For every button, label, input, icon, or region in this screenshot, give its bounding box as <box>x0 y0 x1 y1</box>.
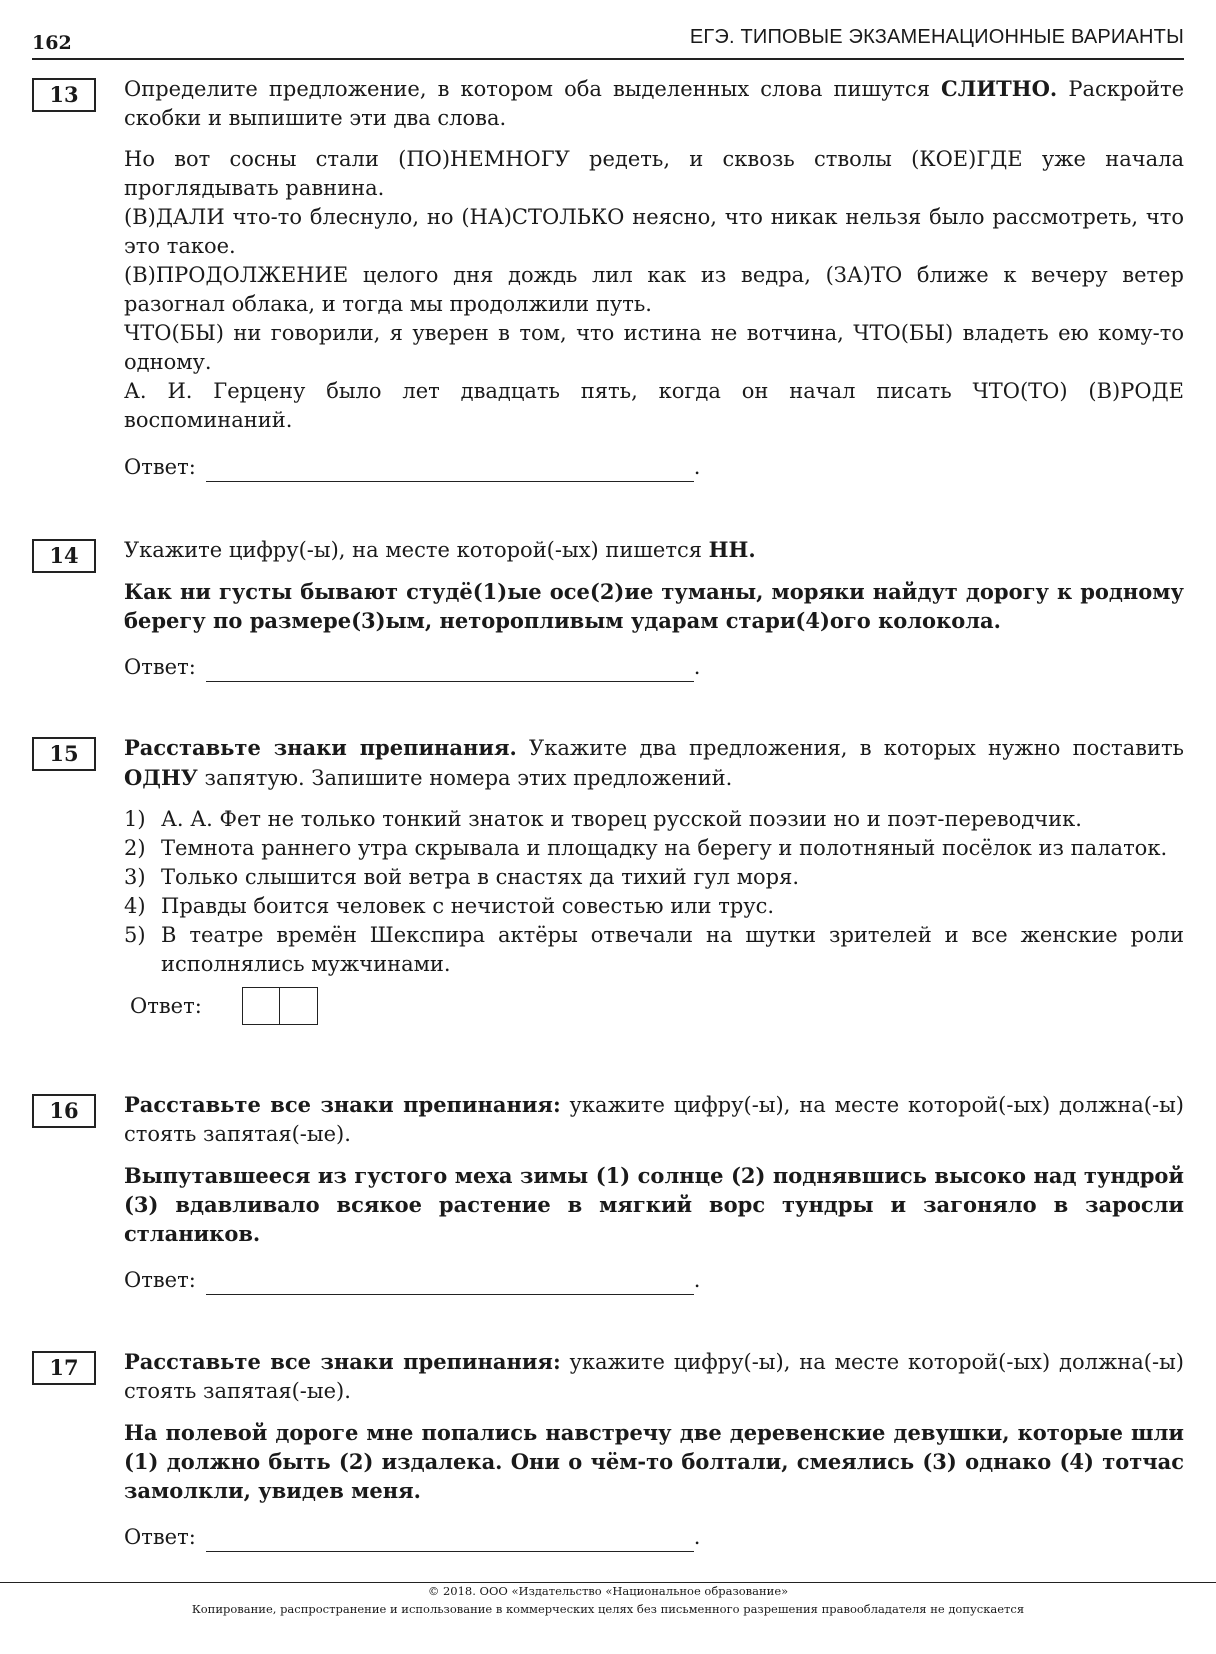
task-instruction: Расставьте все знаки препинания: укажите цифру(-ы), на месте которой(-ых) должна(-ы) стоять запятая(-ые). <box>124 1349 1184 1403</box>
task-17 <box>32 1347 1184 1552</box>
answer-line[interactable] <box>206 1272 694 1295</box>
answer-label: Ответ: <box>124 1268 196 1292</box>
page-number: 162 <box>32 32 72 54</box>
task-15 <box>32 733 1184 1025</box>
footer-notice: Копирование, распространение и использование в коммерческих целях без письменного разрешения правообладателя не допускается <box>191 1602 1025 1616</box>
answer-label: Ответ: <box>124 655 196 679</box>
task-text: На полевой дороге мне попались навстречу две деревенские девушки, которые шли (1) должно быть (2) издалека. Они о чём-то болтали, смеялись (3) однако (4) тотчас замолкли, увидев меня. <box>124 1420 1184 1503</box>
task-instruction: Расставьте знаки препинания. Укажите два предложения, в которых нужно поставить ОДНУ запятую. Запишите номера этих предложений. <box>124 735 1184 790</box>
sentence: Но вот сосны стали (ПО)НЕМНОГУ редеть, и сквозь стволы (КОЕ)ГДЕ уже начала проглядывать равнина. <box>124 147 1184 200</box>
task-number: 13 <box>32 78 96 112</box>
list-item: 1) А. А. Фет не только тонкий знаток и творец русской поэзии но и поэт-переводчик. <box>124 807 1082 831</box>
answer-cell-1[interactable] <box>242 987 280 1025</box>
task-number: 16 <box>32 1094 96 1128</box>
task-instruction: Определите предложение, в котором оба выделенных слова пишутся СЛИТНО. Раскройте скобки и выпишите эти два слова. <box>124 76 1185 130</box>
task-text: Выпутавшееся из густого меха зимы (1) солнце (2) поднявшись высоко над тундрой (3) вдавливало всякое растение в мягкий ворс тундры и загоняло в заросли стлаников. <box>124 1163 1184 1246</box>
list-item: 4) Правды боится человек с нечистой совестью или трус. <box>124 894 775 918</box>
sentence: (В)ПРОДОЛЖЕНИЕ целого дня дождь лил как из ведра, (ЗА)ТО ближе к вечеру ветер разогнал облака, и тогда мы продолжили путь. <box>124 263 1184 316</box>
task-13 <box>32 74 1184 482</box>
footer-copyright: © 2018. ООО «Издательство «Национальное образование» <box>427 1584 789 1598</box>
answer-cell-2[interactable] <box>280 987 318 1025</box>
task-instruction: Расставьте все знаки препинания: укажите цифру(-ы), на месте которой(-ых) должна(-ы) стоять запятая(-ые). <box>124 1092 1184 1146</box>
sentence: ЧТО(БЫ) ни говорили, я уверен в том, что истина не вотчина, ЧТО(БЫ) владеть ею кому-то одному. <box>124 321 1184 374</box>
task-number: 14 <box>32 539 96 573</box>
running-title: ЕГЭ. ТИПОВЫЕ ЭКЗАМЕНАЦИОННЫЕ ВАРИАНТЫ <box>689 26 1184 48</box>
sentence: А. И. Герцену было лет двадцать пять, когда он начал писать ЧТО(ТО) (В)РОДЕ воспоминаний. <box>124 379 1184 432</box>
answer-field[interactable]: Ответ: . <box>124 453 1184 482</box>
answer-label: Ответ: <box>130 993 202 1018</box>
answer-field[interactable]: Ответ: . <box>124 1266 1184 1295</box>
list-item: 2) Темнота раннего утра скрывала и площадку на берегу и полотняный посёлок из палаток. <box>124 836 1168 860</box>
answer-boxes <box>130 987 1184 1025</box>
task-14 <box>32 535 1184 682</box>
list-item: 5) В театре времён Шекспира актёры отвечали на шутки зрителей и все женские роли исполнялись мужчинами. <box>124 923 1184 976</box>
page-footer <box>0 1582 1216 1618</box>
answer-field[interactable]: Ответ: . <box>124 653 1184 682</box>
task-number: 17 <box>32 1351 96 1385</box>
list-item: 3) Только слышится вой ветра в снастях да тихий гул моря. <box>124 865 800 889</box>
answer-field[interactable]: Ответ: . <box>124 1523 1184 1552</box>
answer-line[interactable] <box>206 459 694 482</box>
answer-line[interactable] <box>206 659 694 682</box>
page-header <box>32 18 1184 60</box>
sentence: (В)ДАЛИ что-то блеснуло, но (НА)СТОЛЬКО неясно, что никак нельзя было рассмотреть, что это такое. <box>124 205 1184 258</box>
answer-label: Ответ: <box>124 1525 196 1549</box>
answer-line[interactable] <box>206 1529 694 1552</box>
task-16 <box>32 1090 1184 1295</box>
task-number: 15 <box>32 737 96 771</box>
task-text: Как ни густы бывают студё(1)ые осе(2)ие туманы, моряки найдут дорогу к родному берегу по размере(3)ым, неторопливым ударам стари(4)ого колокола. <box>124 579 1184 633</box>
answer-label: Ответ: <box>124 455 196 479</box>
task-instruction: Укажите цифру(-ы), на месте которой(-ых) пишется НН. <box>124 537 756 562</box>
